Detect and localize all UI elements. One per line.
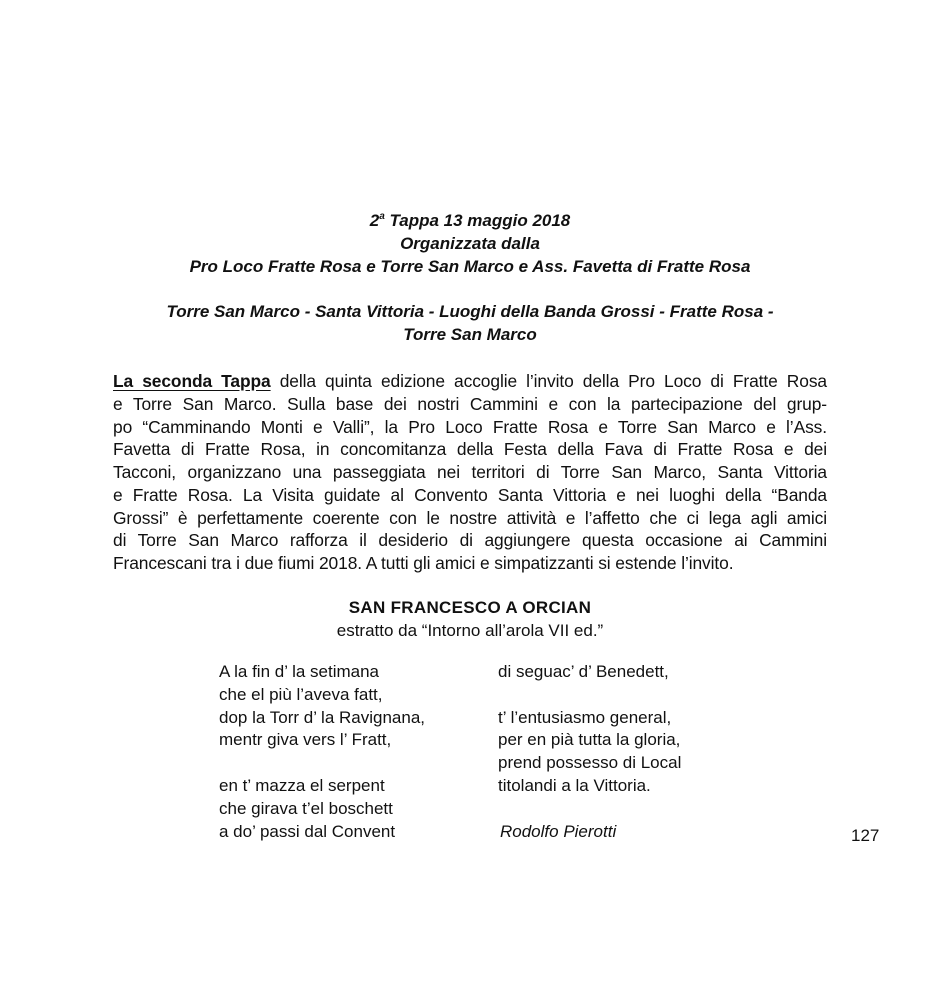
poem-left-column — [219, 661, 469, 843]
poem-author: Rodolfo Pierotti — [500, 822, 617, 841]
page-number: 127 — [851, 826, 880, 845]
poem-line: che el più l’aveva fatt, — [219, 684, 383, 704]
poem-line: titolandi a la Vittoria. — [498, 775, 651, 795]
poem-title: SAN FRANCESCO A ORCIAN — [348, 598, 592, 617]
body-line — [113, 370, 827, 393]
poem-line: en t’ mazza el serpent — [219, 775, 385, 795]
organizers: Pro Loco Fratte Rosa e Torre San Marco e Ass. Favetta di Fratte Rosa — [189, 257, 751, 276]
route-line-1: Torre San Marco - Santa Vittoria - Luoghi della Banda Grossi - Fratte Rosa - — [166, 302, 774, 321]
poem-line: che girava t’el boschett — [219, 798, 393, 818]
stage-header — [110, 209, 830, 278]
lead-text: La seconda Tappa — [113, 371, 271, 391]
stage-ordinal-superscript: a — [379, 211, 385, 222]
poem-line — [219, 752, 469, 775]
poem-line: dop la Torr d’ la Ravignana, — [219, 707, 426, 727]
body-line: Tacconi, organizzano una passeggiata nei territori di Torre San Marco, Santa Vittoria — [113, 462, 827, 482]
poem-line: mentr giva vers l’ Fratt, — [219, 730, 392, 750]
poem-line: di seguac’ d’ Benedett, — [498, 662, 669, 681]
organized-by: Organizzata dalla — [400, 234, 540, 253]
stage-number: 2 — [369, 211, 380, 230]
body-line: Francescani tra i due fiumi 2018. A tutti gli amici e simpatizzanti si estende l’invito. — [113, 553, 734, 573]
body-line: e Fratte Rosa. La Visita guidate al Convento Santa Vittoria e nei luoghi della “Banda — [113, 484, 827, 505]
poem-line: A la fin d’ la setimana — [219, 662, 380, 681]
poem-line — [498, 684, 758, 707]
poem-line: per en pià tutta la gloria, — [498, 730, 681, 750]
body-line: po “Camminando Monti e Valli”, la Pro Loco Fratte Rosa e Torre San Marco e l’Ass. — [113, 416, 827, 437]
body-paragraph — [113, 370, 827, 575]
poem-line: t’ l’entusiasmo general, — [498, 707, 672, 727]
poem-line: a do’ passi dal Convent — [219, 821, 396, 841]
route-heading — [110, 300, 830, 346]
stage-date: Tappa 13 maggio 2018 — [384, 211, 571, 230]
stage-title — [110, 209, 830, 232]
body-line: di Torre San Marco rafforza il desiderio di aggiungere questa occasione ai Cammini — [113, 530, 827, 551]
body-line: Favetta di Fratte Rosa, in concomitanza della Festa della Fava di Fratte Rosa e dei — [113, 439, 827, 460]
route-line-2: Torre San Marco — [403, 325, 537, 344]
poem-right-column — [498, 661, 758, 798]
poem-line: prend possesso di Local — [498, 753, 682, 773]
body-line-text: della quinta edizione accoglie l’invito della Pro Loco di Fratte Rosa — [270, 371, 827, 391]
poem-source: estratto da “Intorno all’arola VII ed.” — [336, 621, 604, 640]
body-line: Grossi” è perfettamente coerente con le nostre attività e l’affetto che ci lega agli amici — [113, 507, 827, 528]
body-line: e Torre San Marco. Sulla base dei nostri Cammini e con la partecipazione del grup- — [113, 393, 827, 414]
